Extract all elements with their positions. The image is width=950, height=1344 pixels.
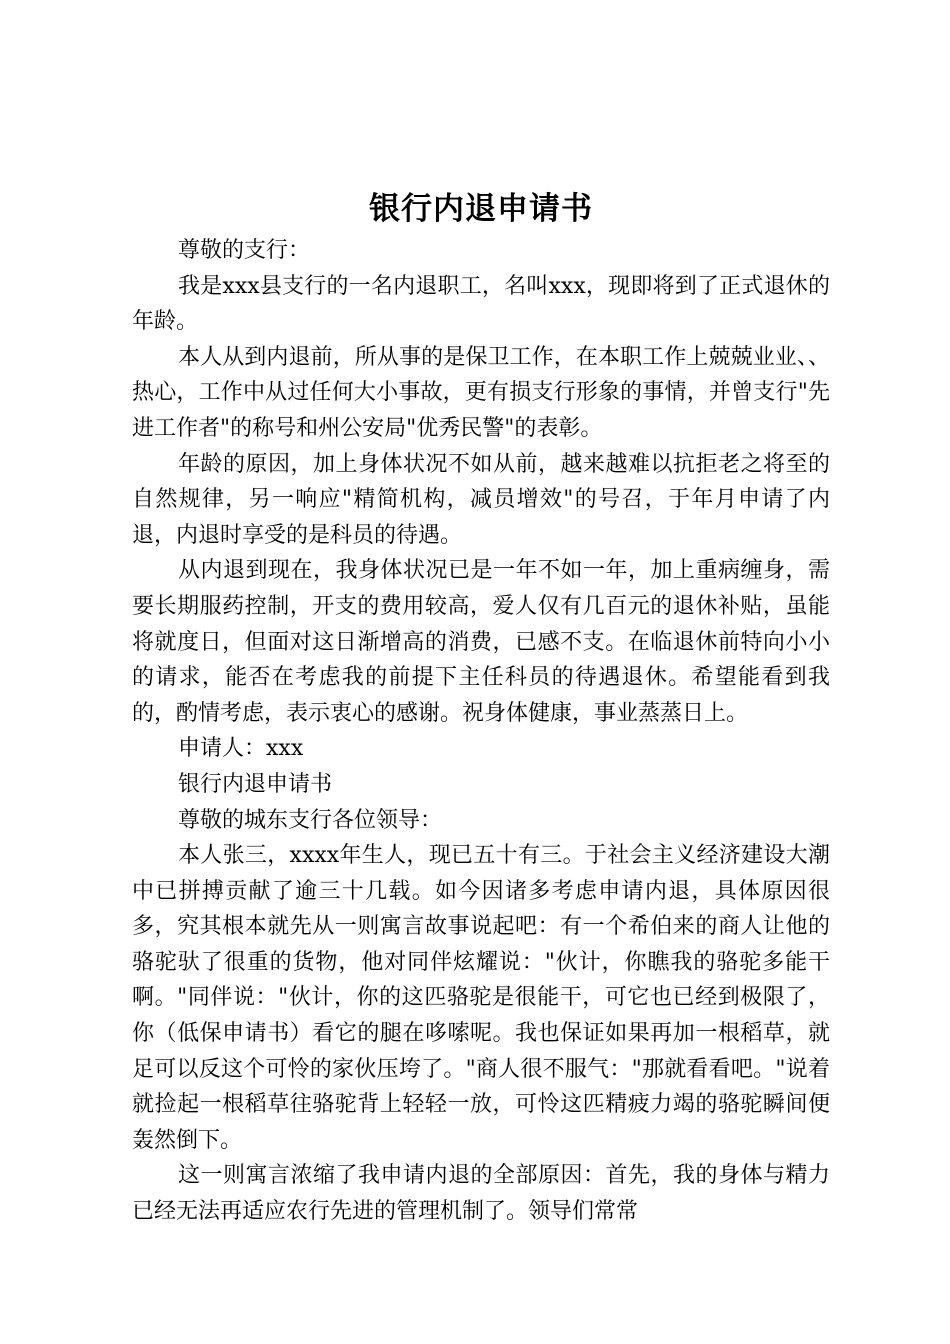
second-letter-title: 银行内退申请书: [178, 771, 333, 797]
document-page: [132, 185, 830, 1230]
paragraph-request: 从内退到现在，我身体状况已是一年不如一年，加上重病缠身，需要长期服药控制，开支的费用较高，爱人仅有几百元的退休补贴，虽能将就度日，但面对这日渐增高的消费，已感不支。在临退休前特向小小的请求，能否在考虑我的前提下主任科员的待遇退休。希望能看到我的，酌情考虑，表示衷心的感谢。祝身体健康，事业蒸蒸日上。: [132, 558, 830, 726]
paragraph-camel-fable: 本人张三，xxxx年生人，现已五十有三。于社会主义经济建设大潮中已拼搏贡献了逾三十几载。如今因诸多考虑申请内退，具体原因很多，究其根本就先从一则寓言故事说起吧：有一个希伯来的商人让他的骆驼驮了很重的货物，他对同伴炫耀说："伙计，你瞧我的骆驼多能干啊。"同伴说："伙计，你的这匹骆驼是很能干，可它也已经到极限了，你（低保申请书）看它的腿在哆嗦呢。我也保证如果再加一根稻草，就足可以反这个可怜的家伙压垮了。"商人很不服气："那就看看吧。"说着就捡起一根稻草往骆驼背上轻轻一放，可怜这匹精疲力竭的骆驼瞬间便轰然倒下。: [132, 843, 830, 1153]
paragraph-age-reason: 年龄的原因，加上身体状况不如从前，越来越难以抗拒老之将至的自然规律，另一响应"精简机构，减员增效"的号召，于年月申请了内退，内退时享受的是科员的待遇。: [132, 451, 830, 548]
paragraph-reasons: 这一则寓言浓缩了我申请内退的全部原因：首先，我的身体与精力已经无法再适应农行先进的管理机制了。领导们常常: [132, 1163, 830, 1225]
applicant-signature: 申请人：xxx: [178, 736, 304, 762]
salutation: 尊敬的支行：: [178, 238, 311, 263]
second-salutation: 尊敬的城东支行各位领导：: [178, 807, 443, 833]
paragraph-intro: 我是xxx县支行的一名内退职工，名叫xxx，现即将到了正式退休的年龄。: [132, 273, 830, 335]
document-title: 银行内退申请书: [369, 191, 593, 227]
paragraph-work-history: 本人从到内退前，所从事的是保卫工作，在本职工作上兢兢业业、、热心，工作中从过任何大小事故，更有损支行形象的事情，并曾支行"先进工作者"的称号和州公安局"优秀民警"的表彰。: [132, 344, 830, 441]
